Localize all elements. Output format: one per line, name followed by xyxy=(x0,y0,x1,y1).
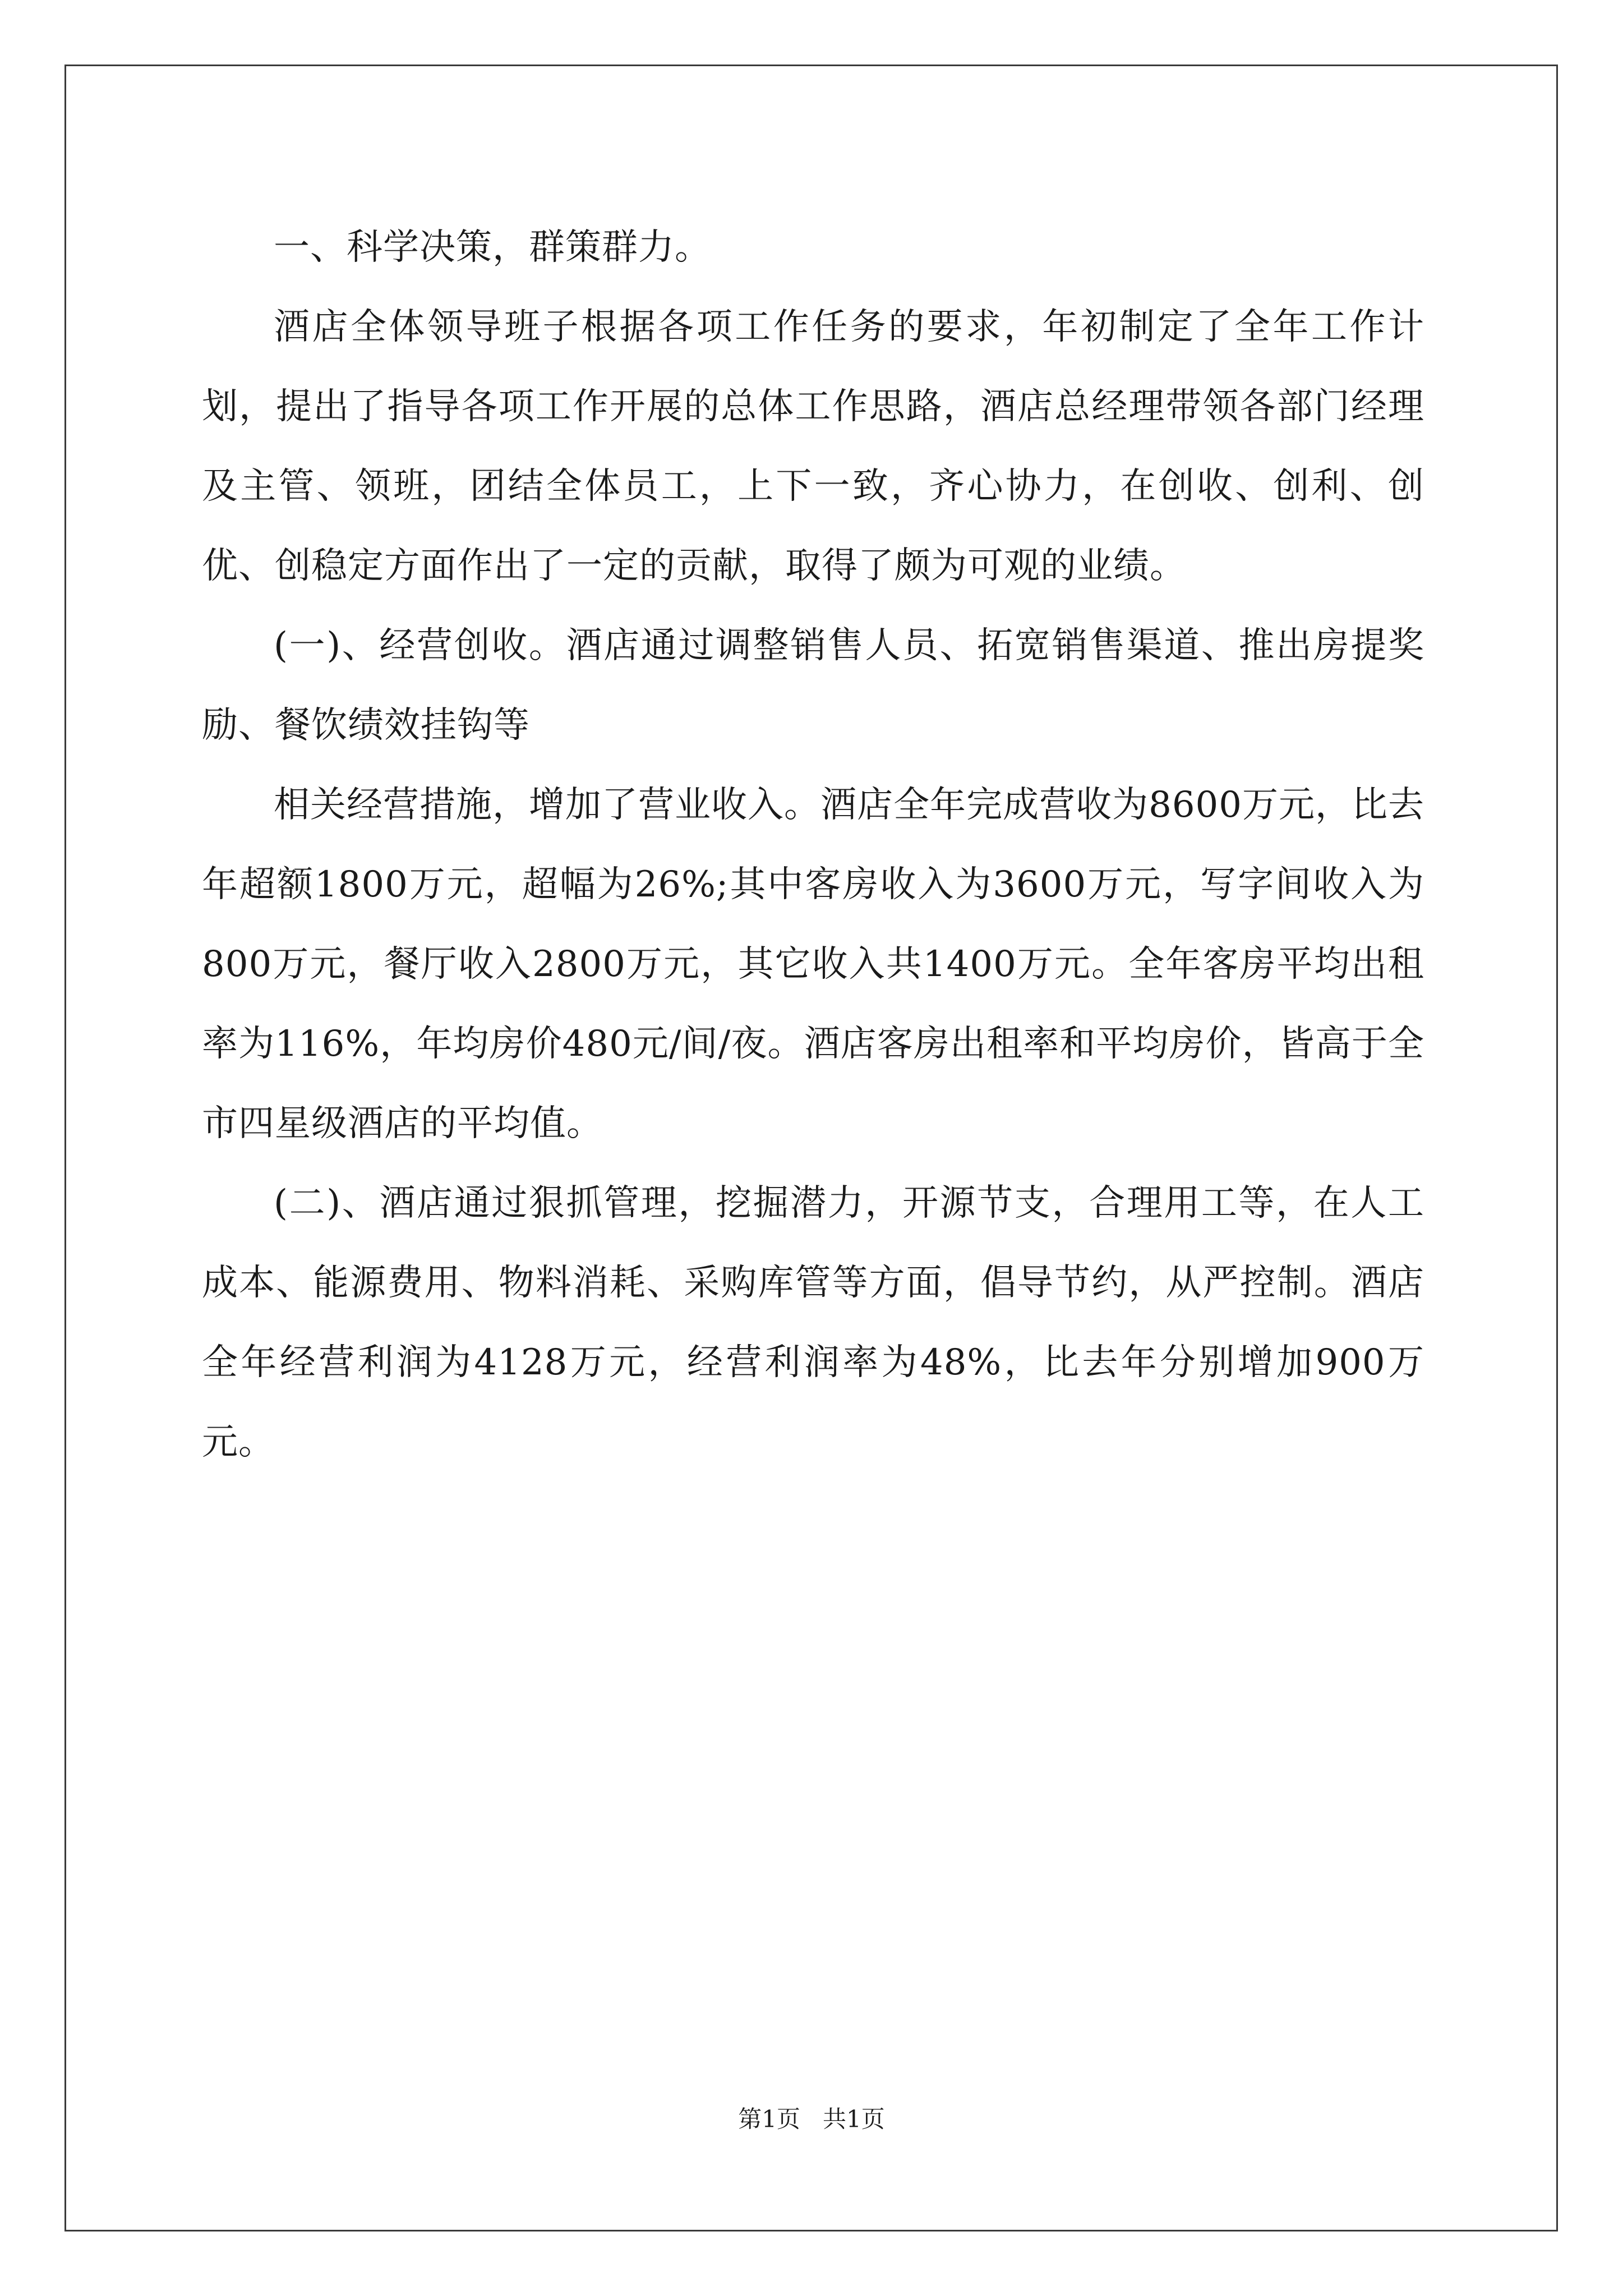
paragraph-revenue-heading: (一)、经营创收。酒店通过调整销售人员、拓宽销售渠道、推出房提奖励、餐饮绩效挂钩等 xyxy=(202,625,1424,746)
paragraph-cost-control: (二)、酒店通过狠抓管理，挖掘潜力，开源节支，合理用工等，在人工成本、能源费用、物料消耗、采购库管等方面，倡导节约，从严控制。酒店全年经营利润为4128万元，经营利润率为48%，比去年分别增加900万元。 xyxy=(202,1182,1424,1463)
document-body xyxy=(202,208,1424,1482)
paragraph-revenue-details: 相关经营措施，增加了营业收入。酒店全年完成营收为8600万元，比去年超额1800万元，超幅为26%;其中客房收入为3600万元，写字间收入为800万元，餐厅收入2800万元，其它收入共1400万元。全年客房平均出租率为116%，年均房价480元/间/夜。酒店客房出租率和平均房价，皆高于全市四星级酒店的平均值。 xyxy=(202,784,1424,1144)
page-footer: 第1页 共1页 xyxy=(738,2105,885,2133)
paragraph-intro: 酒店全体领导班子根据各项工作任务的要求，年初制定了全年工作计划，提出了指导各项工作开展的总体工作思路，酒店总经理带领各部门经理及主管、领班，团结全体员工，上下一致，齐心协力，在创收、创利、创优、创稳定方面作出了一定的贡献，取得了颇为可观的业绩。 xyxy=(202,306,1424,587)
section-heading: 一、科学决策，群策群力。 xyxy=(274,227,711,268)
